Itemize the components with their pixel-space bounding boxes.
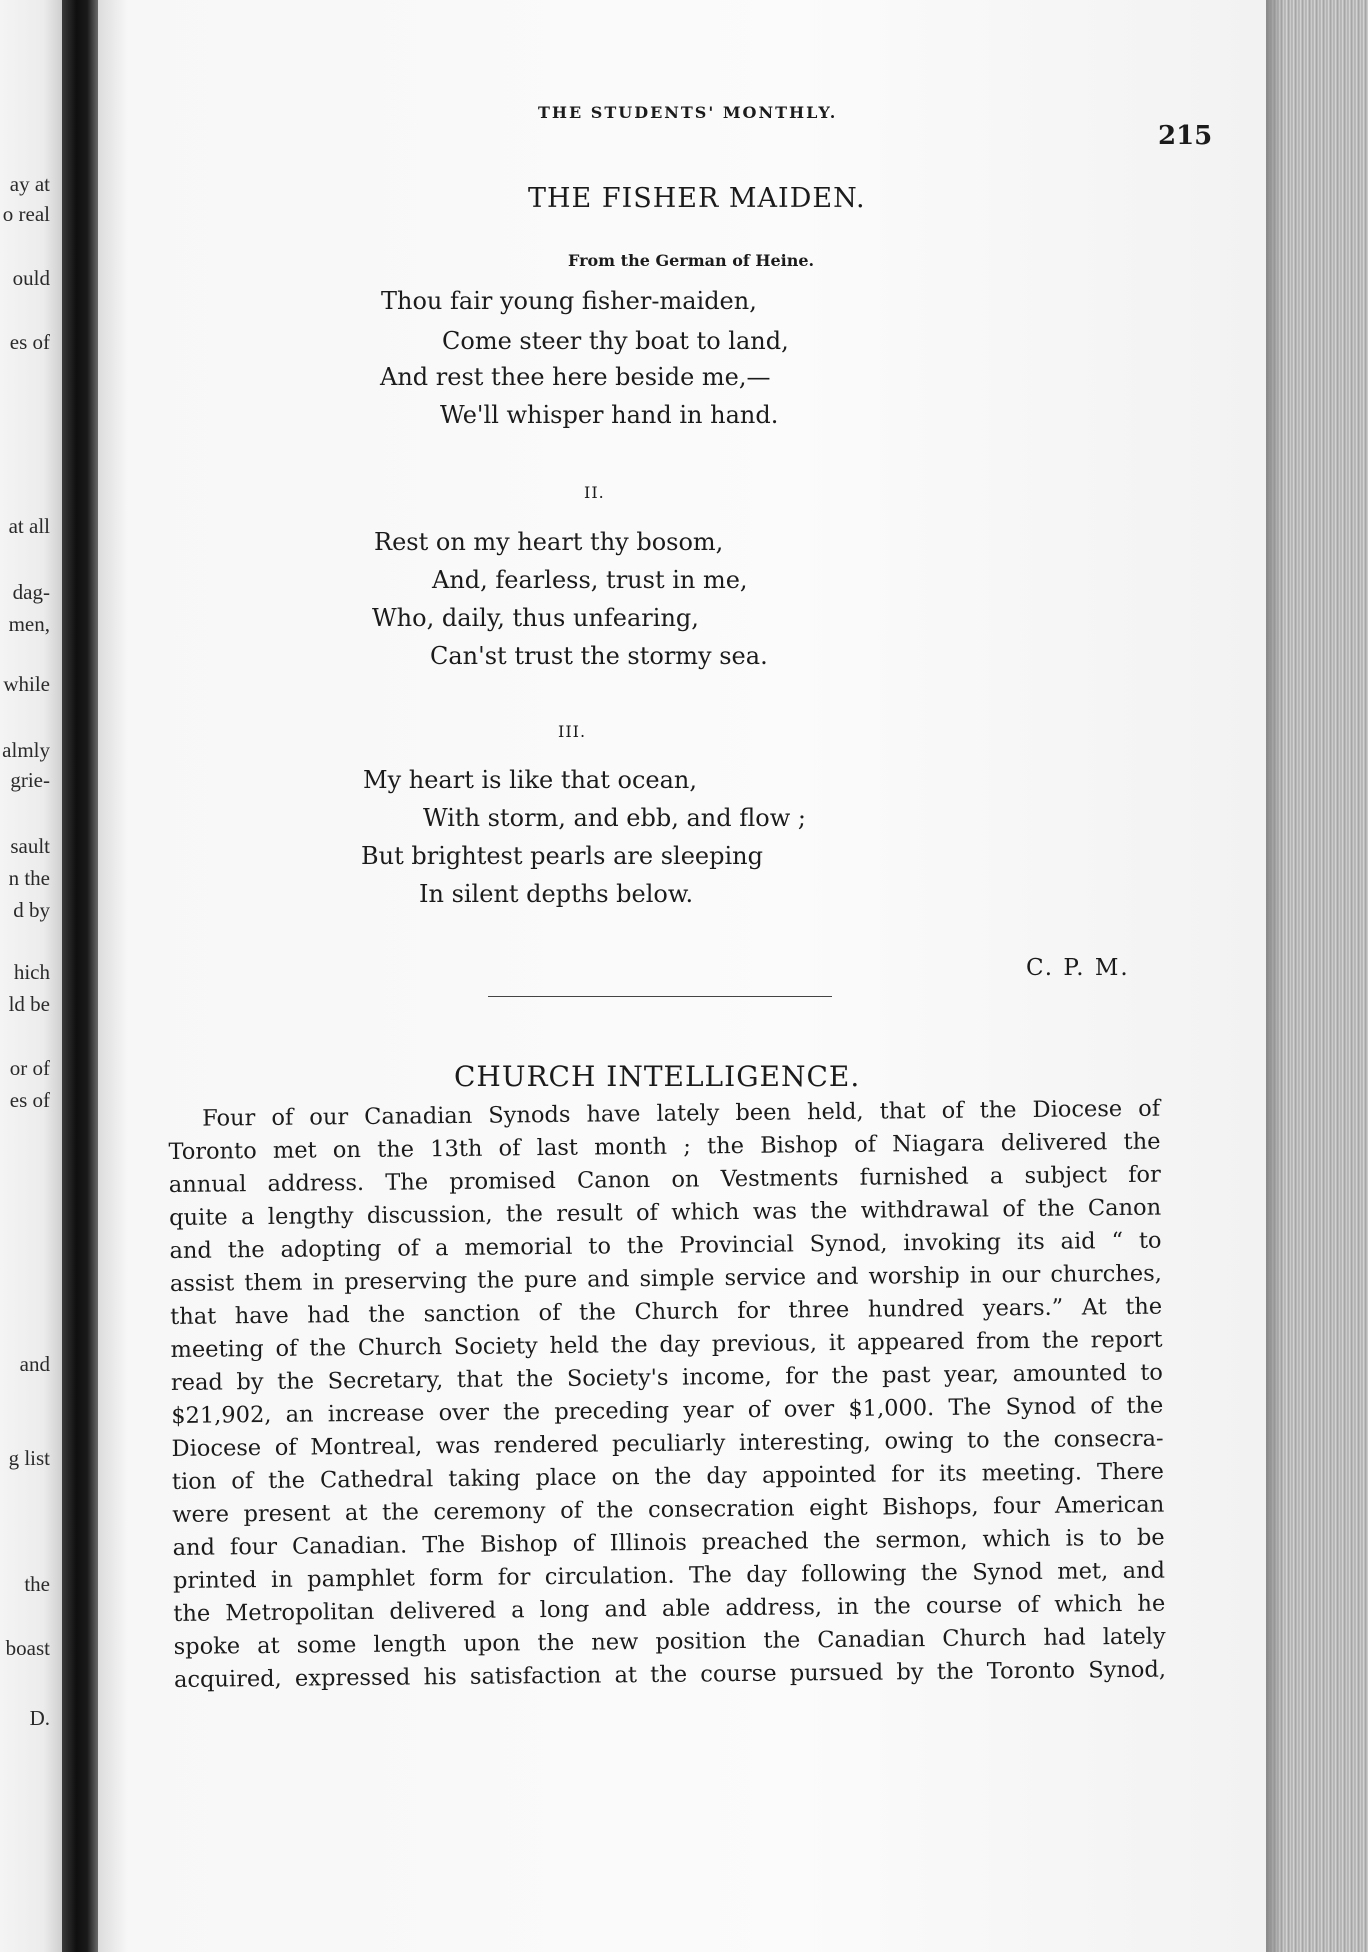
left-page-fragment: sault [10,834,50,858]
article-line: printed in pamphlet form for circulation. The day following the Synod met, and [172,1557,1166,1594]
left-page-fragment: es of [9,1088,50,1112]
article-body [168,1094,1167,1693]
article-line: read by the Secretary, that the Society's income, for the past year, amounted to [170,1359,1164,1396]
left-page-fragment: ld be [8,992,50,1016]
left-page-fragment: n the [8,866,50,890]
article-line: and four Canadian. The Bishop of Illinois preached the sermon, which is to be [172,1524,1165,1561]
section-divider [488,996,832,997]
stanza-numeral: III. [558,722,587,741]
left-page-fragment: or of [9,1056,50,1080]
article-line: Diocese of Montreal, was rendered peculiarly interesting, owing to the consecra- [171,1425,1164,1462]
left-page-fragment: the [24,1572,50,1596]
article-line: Toronto met on the 13th of last month ; the Bishop of Niagara delivered the [168,1128,1161,1165]
article-line: acquired, expressed his satisfaction at the course pursued by the Toronto Synod, [173,1656,1167,1693]
article-line: the Metropolitan delivered a long and able address, in the course of which he [173,1590,1166,1627]
left-page-fragment: g list [8,1446,50,1470]
article-title: CHURCH INTELLIGENCE. [454,1060,861,1093]
article-line: and the adopting of a memorial to the Provincial Synod, invoking its aid “ to [169,1227,1162,1264]
article-line: quite a lengthy discussion, the result of which was the withdrawal of the Canon [169,1194,1162,1231]
poem-line: But brightest pearls are sleeping [361,842,763,870]
article-line: spoke at some length upon the new position the Canadian Church had lately [173,1623,1166,1660]
left-page-fragment: almly [2,738,50,762]
page-number: 215 [1158,121,1213,151]
left-page-fragment: while [3,672,50,696]
article-line: $21,902, an increase over the preceding year of over $1,000. The Synod of the [171,1392,1164,1429]
poem-line: Can'st trust the stormy sea. [430,642,768,670]
running-head: THE STUDENTS' MONTHLY. [538,103,838,122]
article-line: meeting of the Church Society held the day previous, it appeared from the report [170,1326,1163,1363]
poem-line: We'll whisper hand in hand. [440,401,779,429]
left-page-fragment: ay at [9,172,50,196]
poem-line: Who, daily, thus unfearing, [372,604,699,632]
article-line: that have had the sanction of the Church for three hundred years.” At the [170,1293,1163,1330]
poem-line: In silent depths below. [419,880,694,908]
left-page-fragment: and [19,1352,50,1376]
left-page-fragment: at all [8,514,50,538]
left-page-fragment: hich [13,960,50,984]
article-line: annual address. The promised Canon on Vestments furnished a subject for [168,1161,1161,1198]
poem-line: Thou fair young fisher-maiden, [381,287,757,315]
left-page-fragment: o real [2,202,50,226]
article-line: tion of the Cathedral taking place on the day appointed for its meeting. There [171,1458,1165,1495]
left-page-fragment: boast [5,1636,50,1660]
article-line: Four of our Canadian Synods have lately been held, that of the Diocese of [202,1095,1161,1132]
poem-subtitle: From the German of Heine. [568,251,815,270]
page-215 [98,0,1266,1952]
poem-line: Rest on my heart thy bosom, [374,528,724,556]
poem-line: With storm, and ebb, and flow ; [423,804,806,832]
left-page-fragment: d by [13,898,50,922]
article-line: assist them in preserving the pure and simple service and worship in our churches, [169,1260,1162,1297]
left-page-fragment: ould [12,266,50,290]
stanza-numeral: II. [584,483,605,502]
poem-line: My heart is like that ocean, [363,766,697,794]
left-page-fragment: D. [29,1706,50,1730]
left-facing-page-edge [0,0,62,1952]
book-gutter [62,0,98,1952]
poem-title: THE FISHER MAIDEN. [528,183,866,214]
page-edges [1266,0,1368,1952]
left-page-fragment: dag- [12,580,50,604]
left-page-fragment: grie- [10,768,50,792]
left-page-fragment: men, [8,612,50,636]
article-line: were present at the ceremony of the consecration eight Bishops, four American [172,1491,1165,1528]
poem-signature: C. P. M. [1026,955,1130,981]
poem-line: And rest thee here beside me,— [380,363,771,391]
poem-line: Come steer thy boat to land, [442,327,789,355]
left-page-fragment: es of [9,330,50,354]
poem-line: And, fearless, trust in me, [432,566,748,594]
